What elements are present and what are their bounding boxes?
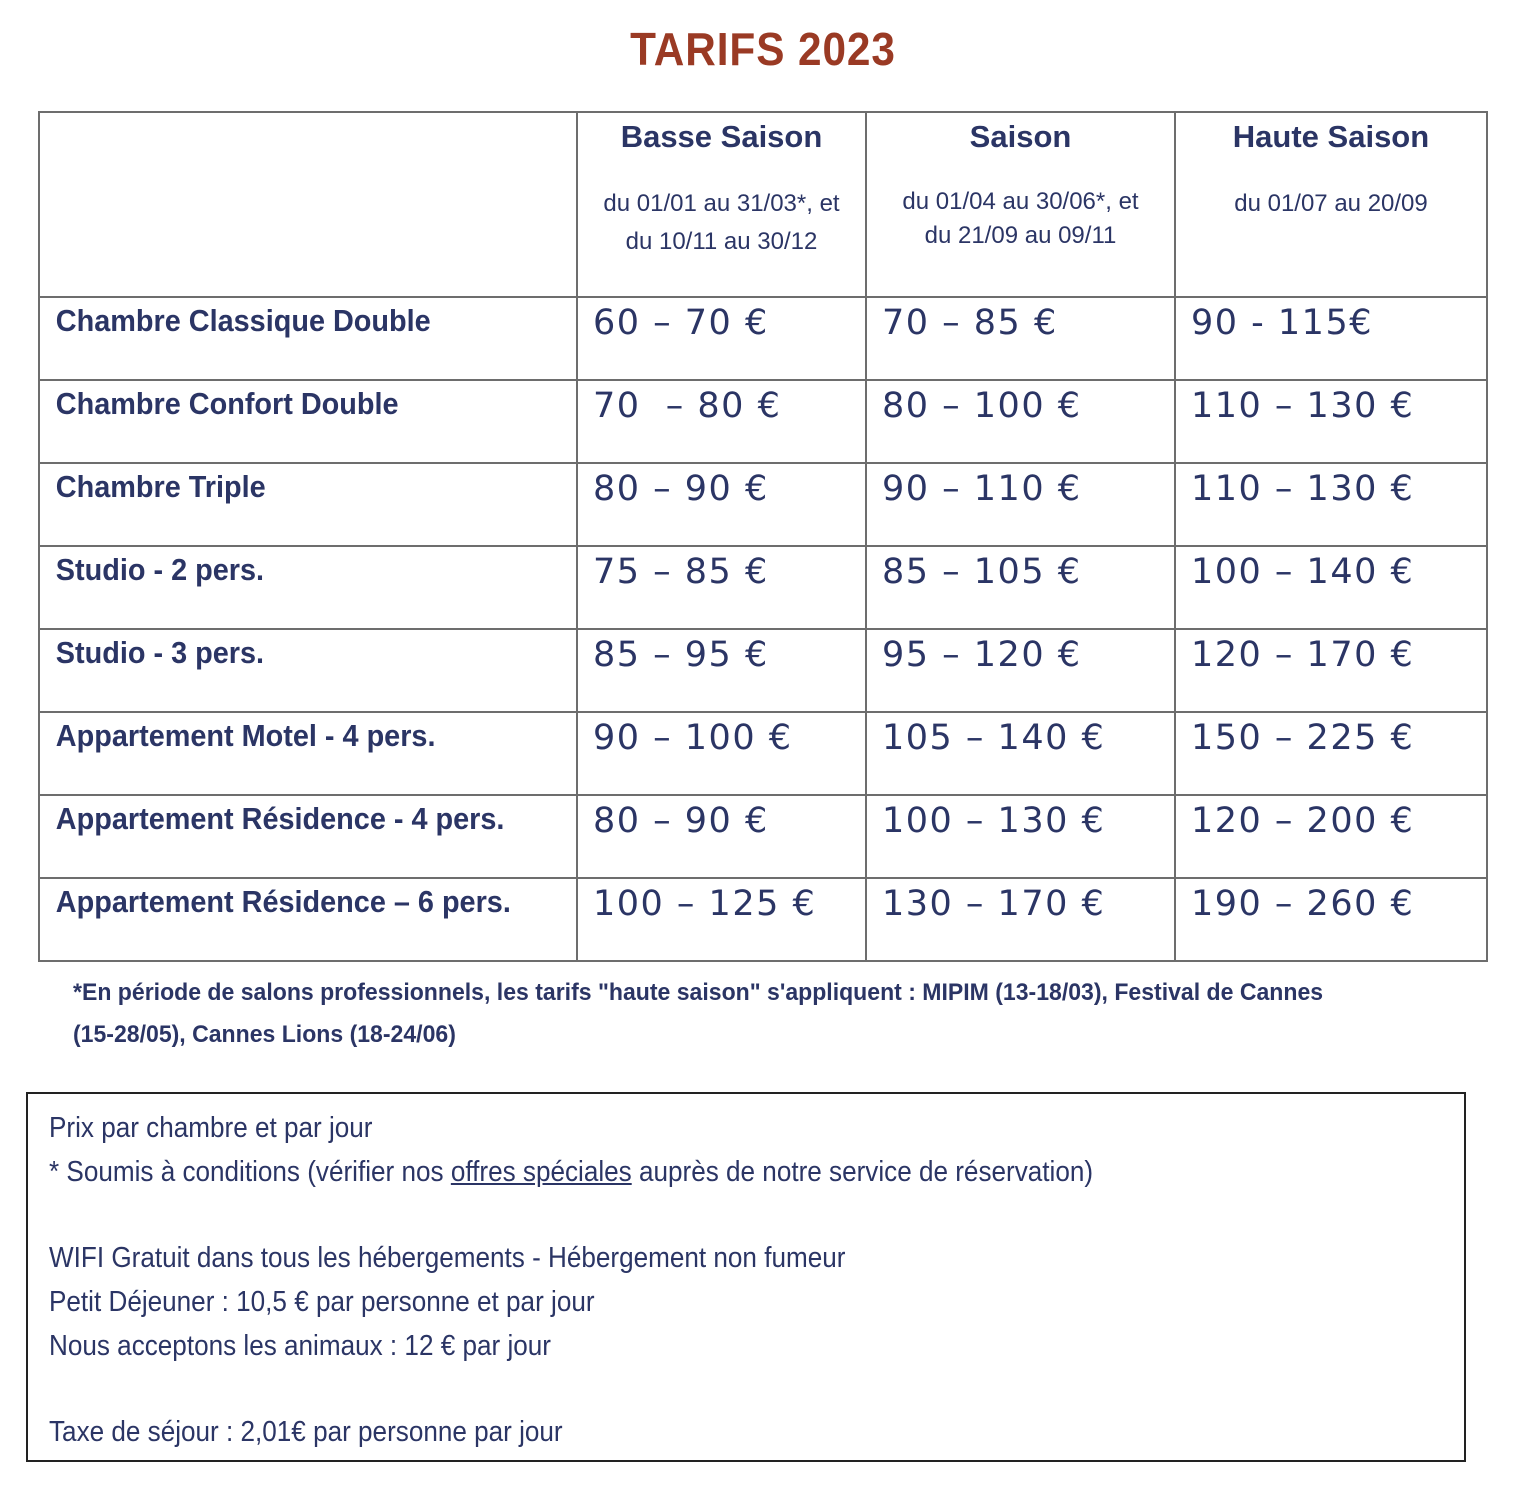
info-pets: Nous acceptons les animaux : 12 € par jour — [49, 1330, 551, 1362]
price-haute: 110 – 130 € — [1191, 469, 1415, 509]
price-haute: 100 – 140 € — [1191, 552, 1415, 592]
table-row — [39, 878, 1487, 961]
season-dates: du 01/07 au 20/09 — [1234, 190, 1428, 217]
special-offers-link[interactable]: offres spéciales — [450, 1156, 632, 1188]
price-haute: 150 – 225 € — [1191, 718, 1415, 758]
price-basse: 80 – 90 € — [593, 469, 769, 509]
season-name: Saison — [969, 119, 1072, 154]
room-type: Chambre Triple — [55, 469, 266, 504]
price-basse: 90 – 100 € — [593, 718, 793, 758]
season-name: Haute Saison — [1232, 119, 1430, 154]
info-price-basis: Prix par chambre et par jour — [49, 1112, 373, 1144]
price-haute: 190 – 260 € — [1191, 884, 1415, 924]
table-row — [39, 712, 1487, 795]
rates-table — [38, 111, 1488, 962]
table-row — [39, 297, 1487, 380]
table-header-row — [39, 112, 1487, 297]
room-type: Chambre Classique Double — [55, 303, 431, 338]
price-saison: 95 – 120 € — [882, 635, 1082, 675]
table-row — [39, 546, 1487, 629]
price-saison: 85 – 105 € — [882, 552, 1082, 592]
price-haute: 90 - 115€ — [1191, 303, 1373, 343]
price-basse: 70 – 80 € — [593, 386, 782, 426]
info-box — [26, 1092, 1466, 1462]
info-breakfast: Petit Déjeuner : 10,5 € par personne et par jour — [49, 1286, 595, 1318]
price-basse: 80 – 90 € — [593, 801, 769, 841]
table-row — [39, 380, 1487, 463]
room-type: Chambre Confort Double — [55, 386, 399, 421]
trade-show-footnote: *En période de salons professionnels, les tarifs "haute saison" s'appliquent : MIPIM (13-18/03), Festival de Cannes (15-28/05), Cannes Lions (18-24/06) — [73, 979, 1324, 1048]
room-type: Studio - 3 pers. — [55, 635, 265, 670]
room-type: Appartement Motel - 4 pers. — [55, 718, 436, 753]
info-conditions: * Soumis à conditions (vérifier nos offres spéciales auprès de notre service de réservation) — [49, 1156, 1094, 1188]
table-row — [39, 463, 1487, 546]
page-title: TARIFS 2023 — [630, 23, 896, 75]
price-saison: 90 – 110 € — [882, 469, 1082, 509]
season-name: Basse Saison — [620, 119, 823, 154]
header-empty-cell — [39, 112, 577, 297]
info-wifi: WIFI Gratuit dans tous les hébergements - Hébergement non fumeur — [49, 1242, 846, 1274]
price-saison: 100 – 130 € — [882, 801, 1106, 841]
price-basse: 100 – 125 € — [593, 884, 817, 924]
season-header-saison — [866, 112, 1175, 297]
table-row — [39, 795, 1487, 878]
season-header-haute — [1175, 112, 1487, 297]
table-row — [39, 629, 1487, 712]
price-saison: 80 – 100 € — [882, 386, 1082, 426]
price-saison: 105 – 140 € — [882, 718, 1106, 758]
price-basse: 60 – 70 € — [593, 303, 769, 343]
price-haute: 110 – 130 € — [1191, 386, 1415, 426]
room-type: Studio - 2 pers. — [55, 552, 265, 587]
price-basse: 85 – 95 € — [593, 635, 769, 675]
price-saison: 70 – 85 € — [882, 303, 1058, 343]
price-haute: 120 – 200 € — [1191, 801, 1415, 841]
season-dates: du 01/01 au 31/03*, et du 10/11 au 30/12 — [603, 190, 840, 255]
price-saison: 130 – 170 € — [882, 884, 1106, 924]
season-dates: du 01/04 au 30/06*, et du 21/09 au 09/11 — [902, 188, 1139, 249]
season-header-basse — [577, 112, 866, 297]
room-type: Appartement Résidence - 4 pers. — [55, 801, 505, 836]
price-basse: 75 – 85 € — [593, 552, 769, 592]
info-tourist-tax: Taxe de séjour : 2,01€ par personne par jour — [49, 1416, 563, 1448]
price-haute: 120 – 170 € — [1191, 635, 1415, 675]
room-type: Appartement Résidence – 6 pers. — [55, 884, 511, 919]
